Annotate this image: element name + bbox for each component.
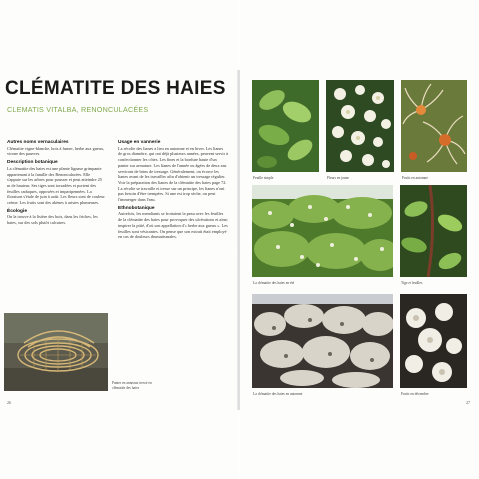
scientific-name: CLEMATIS VITALBA, RENONCULACÉES (7, 105, 149, 114)
right-page (240, 0, 479, 479)
page-number-left: 26 (7, 400, 11, 405)
stem-photo (400, 185, 467, 277)
leaves-photo (252, 80, 319, 172)
basket-caption: Panier en anneaux tressé en clématite des haies (112, 381, 152, 390)
heading-vernacular: Autres noms vernaculaires (7, 140, 69, 145)
page-title: CLÉMATITE DES HAIES (5, 78, 226, 99)
hedge-fruiting-photo (252, 294, 393, 388)
page-number-right: 27 (466, 400, 470, 405)
text-column-right (118, 140, 228, 243)
text-ecology: On la trouve à la lisière des bois, dans les friches, les haies, sur des sols plutôt calcaires. (7, 214, 98, 226)
caption-hedge-autumn: La clématite des haies en automne (253, 392, 303, 396)
heading-botany: Description botanique (7, 160, 58, 166)
seedheads-photo (400, 294, 467, 388)
left-page (0, 0, 238, 479)
caption-hedge-summer: La clématite des haies en été (253, 281, 295, 285)
caption-stem: Tige et feuilles (401, 281, 423, 285)
text-column-left (7, 140, 105, 229)
caption-flowers: Fleurs en jaune (327, 176, 349, 180)
flowers-photo (326, 80, 394, 172)
heading-basketry: Usage en vannerie (118, 140, 161, 145)
fruits-photo (401, 80, 467, 172)
hedge-flowering-photo (252, 185, 393, 277)
caption-fruits: Fruits en automne (402, 176, 428, 180)
text-vernacular: Clématite vigne-blanche, bois à fumer, herbe aux gueux, viorne des pauvres. (7, 145, 105, 157)
heading-ethnobotany: Ethnobotanique (118, 205, 155, 211)
text-ethnobotany: Autrefois, les mendiants se frottaient la peau avec les feuilles de la clématite des haies pour provoquer des ulcérations et ainsi inspirer la pitié, d'où son appellation d'« herbe aux gueux ». Les feuilles sont vésicantes. On pense que son extrait était employé en cas de douleurs rhumatismales. (118, 211, 228, 240)
caption-leaves: Feuille simple (253, 176, 274, 180)
text-basketry: La récolte des lianes a lieu en automne et en hiver. Les lianes de gros diamètre, qui ont déjà plusieurs années, peuvent servir à confectionner les côtes. Les fines et la bordure haute d'un panier sur armature. Les lianes de l'année ou âgées de deux ans serviront de brins de tressage. Généralement, on écorce les lianes avant de les travailler afin d'obtenir un tressage régulier. Voir la préparation des lianes de la clématite des haies page 72. La récolte se travaille et tresse sur un principe, les lianes n'ont pas besoin d'être trempées. Si une est trop sèche, on peut l'immerger dans l'eau. (118, 145, 229, 203)
heading-ecology: Écologie (7, 208, 27, 214)
text-botany: La clématite des haies est une plante lignase grimpante appartenant à la famille des Renonculacées. Elle s'appuie sur les arbres pour pousser et peut atteindre 25 m de hauteur. Ses tiges sont torsadées et portent des feuilles caduques, opposées et imparipennées. La floraison s'étale de juin à août. Les fleurs sont de couleur crème. Les fruits sont des akènes à aristes plumeuses. (7, 165, 105, 206)
basket-photo (4, 313, 108, 391)
caption-seedheads: Fruits en décembre (401, 392, 429, 396)
